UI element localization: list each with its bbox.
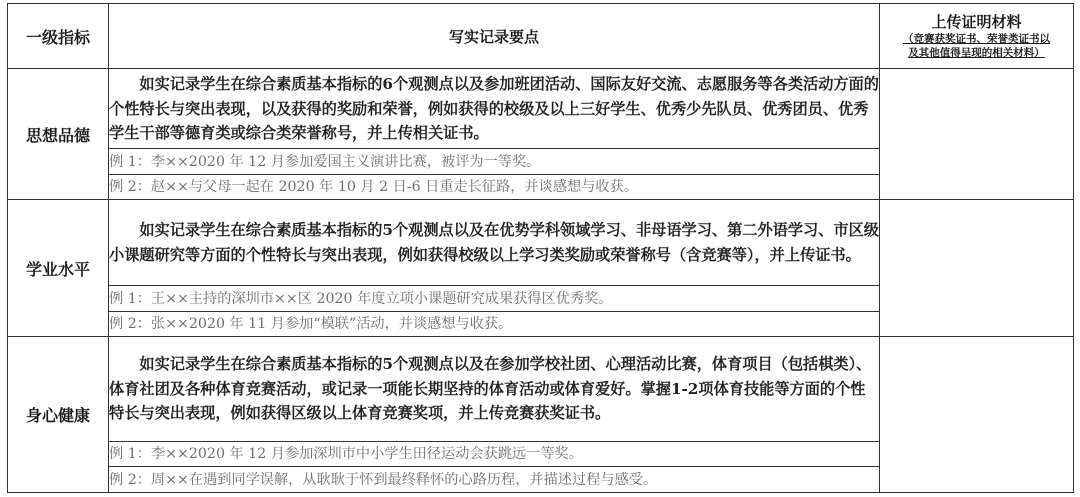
header-upload [880, 4, 1074, 69]
category-cell: 思想品德 [8, 69, 109, 200]
example-cell: 例 1：王××主持的深圳市××区 2020 年度立项小课题研究成果获得区优秀奖。 [109, 286, 880, 312]
table-row [8, 337, 1074, 441]
example-cell: 例 2：张××2020 年 11 月参加“模联”活动，并谈感想与收获。 [109, 311, 880, 337]
header-upload-title: 上传证明材料 [931, 12, 1022, 31]
example-cell: 例 2：赵××与父母一起在 2020 年 10 月 2 日-6 日重走长征路，并谈感想与收获。 [109, 174, 880, 200]
table-row [8, 200, 1074, 286]
table-row [8, 69, 1074, 149]
header-row [8, 4, 1074, 69]
upload-cell[interactable] [880, 200, 1074, 337]
header-upload-note-2: 及其他值得呈现的相关材料） [908, 46, 1045, 59]
category-cell: 学业水平 [8, 200, 109, 337]
upload-cell[interactable] [880, 337, 1074, 493]
description-cell: 如实记录学生在综合素质基本指标的5个观测点以及在参加学校社团、心理活动比赛，体育项目（包括棋类）、体育社团及各种体育竞赛活动，或记录一项能长期坚持的体育活动或体育爱好。掌握1-2项体育技能等方面的个性特长与突出表现，例如获得区级以上体育竞赛奖项，并上传竞赛获奖证书。 [109, 337, 880, 441]
header-indicator: 一级指标 [8, 4, 109, 69]
upload-cell[interactable] [880, 69, 1074, 200]
description-cell: 如实记录学生在综合素质基本指标的5个观测点以及在优势学科领域学习、非母语学习、第二外语学习、市区级小课题研究等方面的个性特长与突出表现，例如获得校级以上学习类奖励或荣誉称号（含竞赛等），并上传证书。 [109, 200, 880, 286]
description-cell: 如实记录学生在综合素质基本指标的6个观测点以及参加班团活动、国际友好交流、志愿服务等各类活动方面的个性特长与突出表现，以及获得的奖励和荣誉，例如获得的校级及以上三好学生、优秀少先队员、优秀团员、优秀学生干部等德育类或综合类荣誉称号，并上传相关证书。 [109, 69, 880, 149]
example-cell: 例 1：李××2020 年 12 月参加爱国主义演讲比赛，被评为一等奖。 [109, 149, 880, 175]
record-table [7, 3, 1074, 493]
example-cell: 例 1：李××2020 年 12 月参加深圳市中小学生田径运动会获跳远一等奖。 [109, 441, 880, 467]
header-key-points: 写实记录要点 [109, 4, 880, 69]
category-cell: 身心健康 [8, 337, 109, 493]
example-cell: 例 2：周××在遇到同学误解，从耿耿于怀到最终释怀的心路历程，并描述过程与感受。 [109, 467, 880, 493]
header-upload-note-1: （竞赛获奖证书、荣誉类证书以 [903, 33, 1050, 46]
